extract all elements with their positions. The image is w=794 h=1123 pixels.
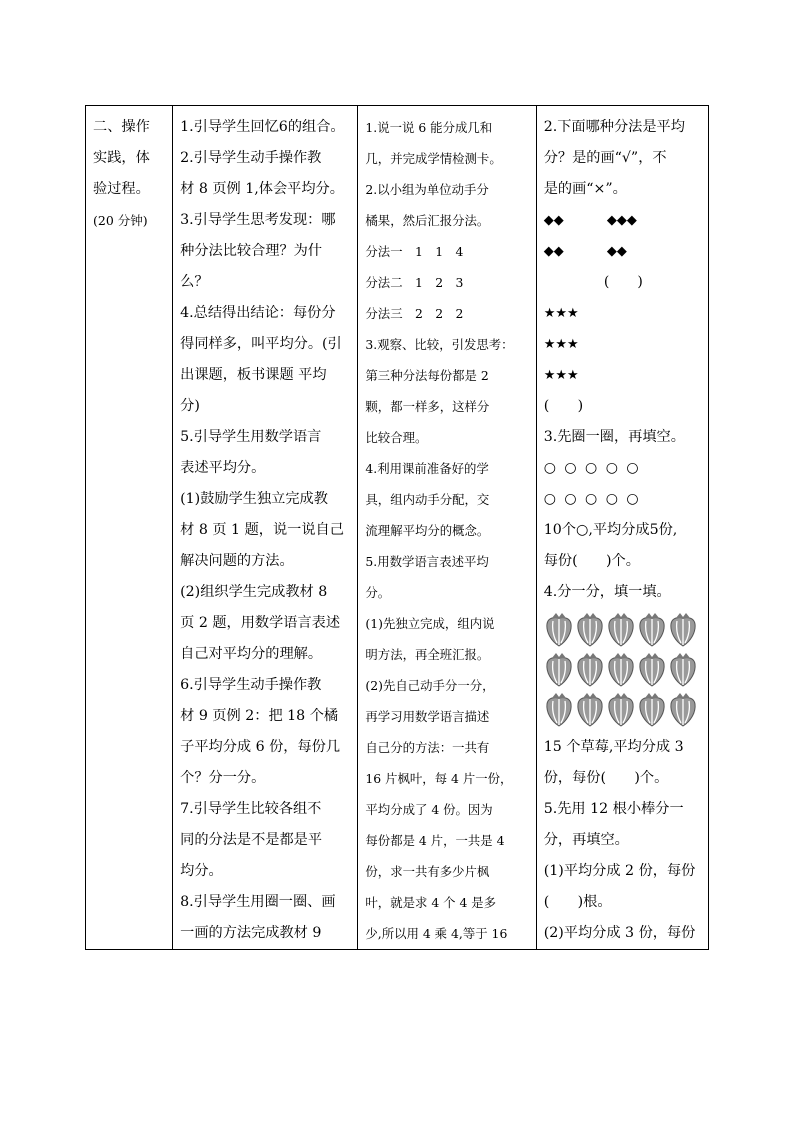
student-line: (2)先自己动手分一分，	[365, 678, 495, 693]
student-line: 颗，都一样多，这样分	[365, 399, 490, 414]
teacher-line: 3.引导学生思考发现：哪	[180, 212, 336, 228]
teacher-line: 7.引导学生比较各组不	[180, 801, 322, 817]
teacher-line: 一画的方法完成教材 9	[180, 925, 322, 941]
q4-line: 15 个草莓,平均分成 3	[543, 739, 684, 755]
strawberry-grid	[544, 608, 703, 732]
teacher-line: 么？	[180, 274, 209, 290]
student-line: 4.利用课前准备好的学	[365, 461, 489, 476]
table-row	[86, 106, 709, 950]
q3-title: 3.先圈一圈，再填空。	[543, 429, 685, 445]
strawberry-icon	[575, 650, 605, 688]
q5-line: (2)平均分成 3 份，每份	[543, 925, 696, 941]
strawberry-icon	[637, 610, 667, 648]
student-line: 少,所以用 4 乘 4,等于 16	[365, 926, 508, 941]
teacher-line: 分)	[180, 398, 200, 414]
q5-line: 5.先用 12 根小棒分一	[543, 801, 684, 817]
lesson-plan-table	[85, 105, 709, 950]
q3-line: 10个○,平均分成5份,	[543, 522, 678, 538]
student-line: 分。	[365, 585, 391, 600]
student-line: 1.说一说 6 能分成几和	[365, 120, 493, 135]
circle-row: ○ ○ ○ ○ ○	[543, 460, 641, 476]
student-line: 份，求一共有多少片枫	[365, 864, 490, 879]
strawberry-icon	[637, 650, 667, 688]
teacher-activity-cell	[173, 106, 358, 950]
teacher-line: 5.引导学生用数学语言	[180, 429, 322, 445]
answer-paren: ( )	[543, 398, 584, 414]
strawberry-icon	[575, 690, 605, 728]
q2-line: 2.下面哪种分法是平均	[543, 119, 685, 135]
star-row: ★★★	[543, 368, 579, 383]
star-row: ★★★	[543, 337, 579, 352]
teacher-line: 2.引导学生动手操作教	[180, 150, 322, 166]
teacher-line: 均分。	[180, 863, 223, 879]
teacher-line: 种分法比较合理？为什	[180, 243, 323, 259]
student-line: 再学习用数学语言描述	[365, 709, 490, 724]
strawberry-icon	[668, 610, 698, 648]
student-line: 平均分成了 4 份。因为	[365, 802, 493, 817]
teacher-line: 4.总结得出结论：每份分	[180, 305, 336, 321]
strawberry-row	[544, 650, 703, 690]
student-line: 分法三 2 2 2	[365, 306, 464, 321]
student-line: 分法二 1 2 3	[365, 275, 464, 290]
q2-line: 分？是的画“√”，不	[543, 150, 667, 166]
teacher-line: 页 2 题，用数学语言表述	[180, 615, 341, 631]
teacher-line: (1)鼓励学生独立完成教	[180, 491, 328, 507]
student-line: 几，并完成学情检测卡。	[365, 151, 502, 166]
strawberry-row	[544, 610, 703, 650]
student-line: 3.观察、比较，引发思考：	[365, 337, 514, 352]
circle-row: ○ ○ ○ ○ ○	[543, 491, 641, 507]
q4-title: 4.分一分，填一填。	[543, 584, 671, 600]
teacher-line: 解决问题的方法。	[180, 553, 294, 569]
student-line: 自己分的方法：一共有	[365, 740, 490, 755]
student-line: 比较合理。	[365, 430, 428, 445]
section-cell	[86, 106, 173, 950]
student-line: 流理解平均分的概念。	[365, 523, 490, 538]
diamond-row: ◆◆ ◆◆	[543, 244, 627, 259]
student-line: (1)先独立完成，组内说	[365, 616, 495, 631]
strawberry-icon	[575, 610, 605, 648]
teacher-line: 出课题，板书课题 平均	[180, 367, 327, 383]
strawberry-icon	[544, 650, 574, 688]
student-activity-cell	[358, 106, 536, 950]
q5-line: ( )根。	[543, 894, 612, 910]
teacher-line: 自己对平均分的理解。	[180, 646, 323, 662]
q5-line: (1)平均分成 2 份，每份	[543, 863, 696, 879]
teacher-line: 材 8 页 1 题，说一说自己	[180, 522, 344, 538]
exercise-cell	[536, 106, 708, 950]
student-line: 每份都是 4 片，一共是 4	[365, 833, 505, 848]
student-line: 第三种分法每份都是 2	[365, 368, 489, 383]
teacher-line: 材 9 页例 2：把 18 个橘	[180, 708, 339, 724]
star-row: ★★★	[543, 306, 579, 321]
strawberry-icon	[606, 610, 636, 648]
strawberry-row	[544, 690, 703, 730]
teacher-line: 材 8 页例 1,体会平均分。	[180, 181, 344, 197]
strawberry-icon	[544, 610, 574, 648]
student-line: 5.用数学语言表述平均	[365, 554, 489, 569]
q3-line: 每份( )个。	[543, 553, 640, 569]
teacher-line: 表述平均分。	[180, 460, 266, 476]
q2-line: 是的画“×”。	[543, 181, 627, 197]
teacher-line: 子平均分成 6 份，每份几	[180, 739, 341, 755]
teacher-line: 个？分一分。	[180, 770, 266, 786]
strawberry-icon	[668, 650, 698, 688]
strawberry-icon	[544, 690, 574, 728]
student-line: 橘果，然后汇报分法。	[365, 213, 490, 228]
diamond-row: ◆◆ ◆◆◆	[543, 213, 637, 228]
student-line: 叶，就是求 4 个 4 是多	[365, 895, 497, 910]
student-line: 具，组内动手分配，交	[365, 492, 490, 507]
section-title-line: 二、操作	[93, 119, 150, 135]
teacher-line: (2)组织学生完成教材 8	[180, 584, 328, 600]
teacher-line: 1.引导学生回忆6的组合。	[180, 119, 345, 135]
student-line: 16 片枫叶，每 4 片一份，	[365, 771, 513, 786]
student-line: 明方法，再全班汇报。	[365, 647, 490, 662]
section-duration: (20 分钟)	[93, 213, 148, 228]
strawberry-icon	[606, 690, 636, 728]
q4-line: 份，每份( )个。	[543, 770, 669, 786]
student-line: 2.以小组为单位动手分	[365, 182, 489, 197]
strawberry-icon	[668, 690, 698, 728]
strawberry-icon	[606, 650, 636, 688]
teacher-line: 同的分法是不是都是平	[180, 832, 323, 848]
q5-line: 分，再填空。	[543, 832, 629, 848]
section-title-line: 实践，体	[93, 150, 150, 166]
student-line: 分法一 1 1 4	[365, 244, 464, 259]
teacher-line: 得同样多，叫平均分。(引	[180, 336, 342, 352]
strawberry-icon	[637, 690, 667, 728]
section-title-line: 验过程。	[93, 181, 150, 197]
teacher-line: 8.引导学生用圈一圈、画	[180, 894, 336, 910]
answer-paren: ( )	[603, 274, 643, 290]
teacher-line: 6.引导学生动手操作教	[180, 677, 322, 693]
